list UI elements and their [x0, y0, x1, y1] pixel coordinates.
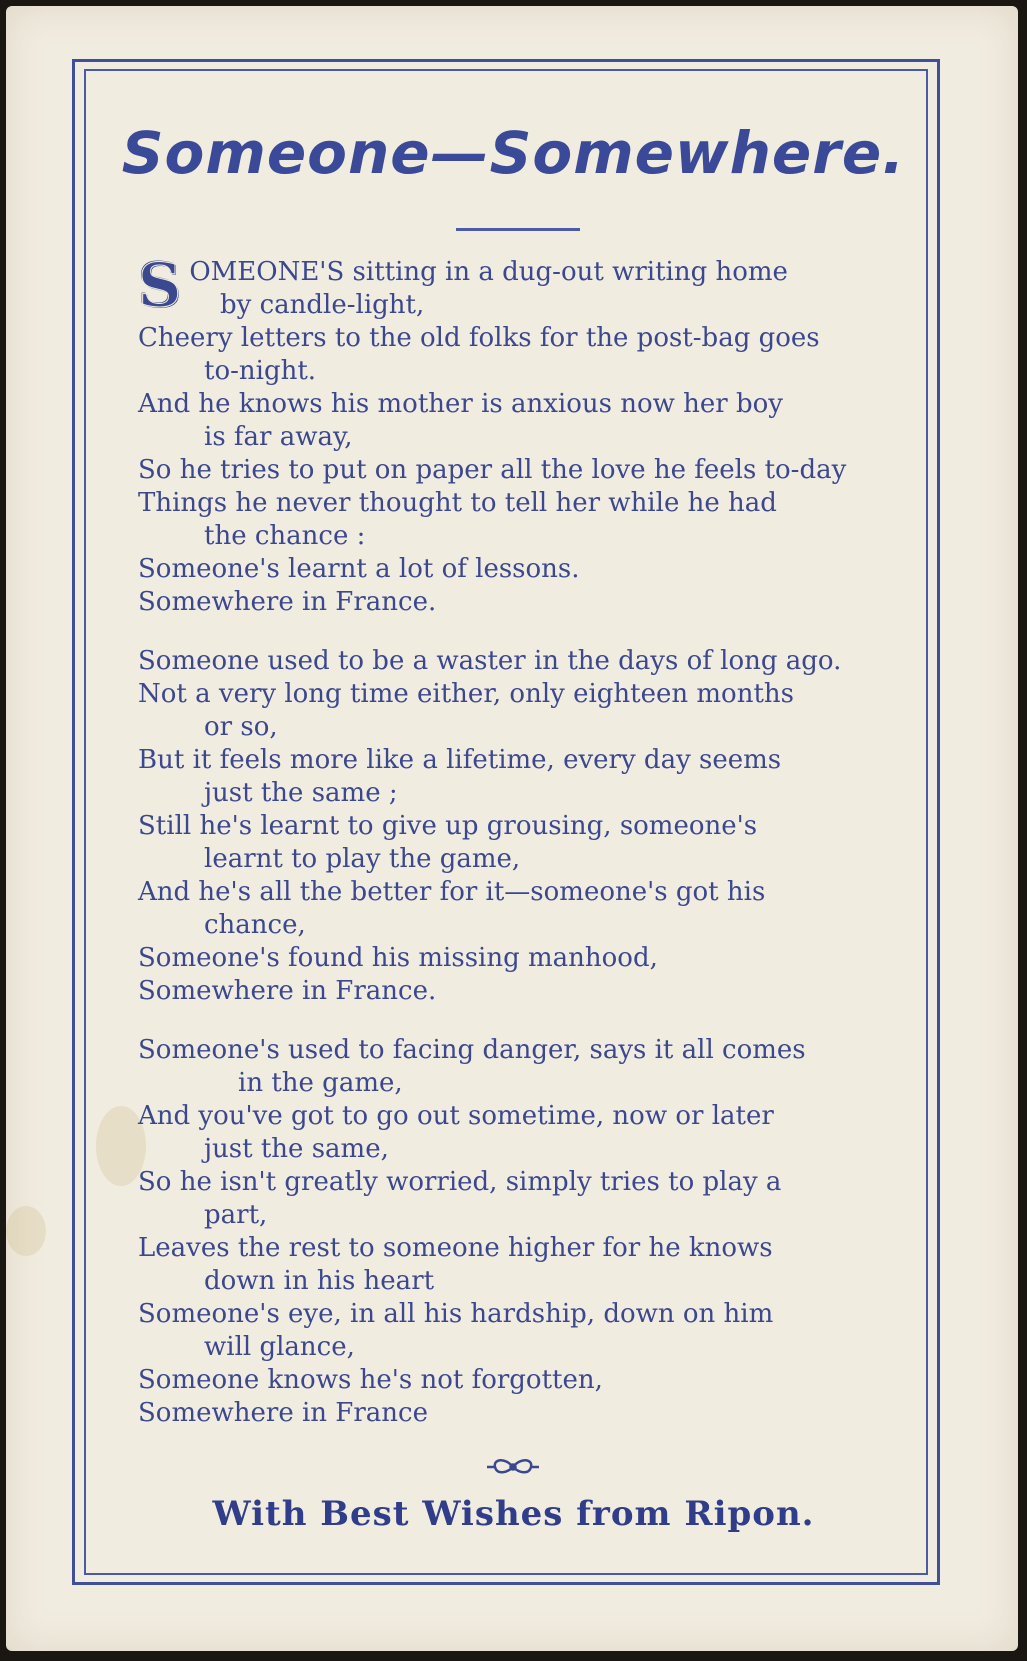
poem-line-text: Somewhere in France [138, 1398, 428, 1428]
stanza [138, 256, 888, 619]
poem-line [138, 975, 888, 1008]
poem-line [138, 454, 888, 487]
poem-line-continuation: to-night. [204, 356, 317, 386]
poem-line-text: Still he's learnt to give up grousing, someone's [138, 811, 758, 841]
poem-line-continuation: down in his heart [204, 1266, 435, 1296]
poem-line-text: But it feels more like a lifetime, every day seems [138, 745, 782, 775]
poem-line-continuation: in the game, [238, 1068, 403, 1098]
poem-line [138, 322, 888, 388]
poem-line [138, 744, 888, 810]
poem-line-continuation: will glance, [204, 1332, 355, 1362]
poem-line-text: Things he never thought to tell her while he had [138, 488, 777, 518]
poem-line-text: Someone's found his missing manhood, [138, 943, 658, 973]
poem-line [138, 1034, 888, 1100]
poem-line [138, 1232, 888, 1298]
poem-line-text: Someone's eye, in all his hardship, down on him [138, 1299, 774, 1329]
poem-line [138, 1166, 888, 1232]
poem-line [138, 1100, 888, 1166]
poem-line-continuation: just the same, [204, 1134, 389, 1164]
poem-line [138, 678, 888, 744]
poem-line-text: And you've got to go out sometime, now or later [138, 1101, 774, 1131]
poem-line [138, 1364, 888, 1397]
poem-line [138, 1397, 888, 1430]
poem-line-continuation: part, [204, 1200, 268, 1230]
poem-line [138, 876, 888, 942]
poem-body [138, 256, 888, 1430]
poem-line-continuation: chance, [204, 910, 306, 940]
floral-ornament-icon [483, 1455, 543, 1479]
poem-line-continuation: is far away, [204, 422, 353, 452]
stanza [138, 645, 888, 1008]
poem-line-text: Someone's used to facing danger, says it all comes [138, 1035, 806, 1065]
poem-line [138, 1298, 888, 1364]
poem-line-text: Someone knows he's not forgotten, [138, 1365, 603, 1395]
poem-line [138, 586, 888, 619]
poem-line [138, 942, 888, 975]
poem-title: Someone—Somewhere. [121, 119, 906, 187]
poem-line-text: OMEONE'S sitting in a dug-out writing home [189, 257, 788, 287]
poem-line-continuation: learnt to play the game, [204, 844, 521, 874]
poem-line [138, 553, 888, 586]
poem-line-text: Somewhere in France. [138, 587, 437, 617]
paper-stain [6, 1206, 46, 1256]
title-divider [456, 228, 580, 231]
poem-line-continuation: just the same ; [204, 778, 398, 808]
poem-line-text: Someone used to be a waster in the days of long ago. [138, 646, 842, 676]
poem-line-continuation: the chance : [204, 521, 366, 551]
poem-line-text: And he's all the better for it—someone's got his [138, 877, 766, 907]
poem-line [138, 388, 888, 454]
poem-line [138, 256, 888, 322]
poem-line-continuation: or so, [204, 712, 278, 742]
poem-line-text: Someone's learnt a lot of lessons. [138, 554, 580, 584]
poem-line-text: And he knows his mother is anxious now her boy [138, 389, 783, 419]
stanza [138, 1034, 888, 1430]
poem-line-text: So he tries to put on paper all the love he feels to-day [138, 455, 847, 485]
poem-line-text: Leaves the rest to someone higher for he knows [138, 1233, 773, 1263]
poem-line-continuation: by candle-light, [220, 290, 425, 320]
poem-line [138, 810, 888, 876]
poem-line-text: Not a very long time either, only eighteen months [138, 679, 794, 709]
poem-line [138, 487, 888, 553]
drop-cap: S [138, 256, 182, 321]
greeting-footer: With Best Wishes from Ripon. [212, 1494, 815, 1534]
poem-line-text: So he isn't greatly worried, simply tries to play a [138, 1167, 782, 1197]
poem-line-text: Cheery letters to the old folks for the post-bag goes [138, 323, 820, 353]
poem-line [138, 645, 888, 678]
poem-line-text: Somewhere in France. [138, 976, 437, 1006]
